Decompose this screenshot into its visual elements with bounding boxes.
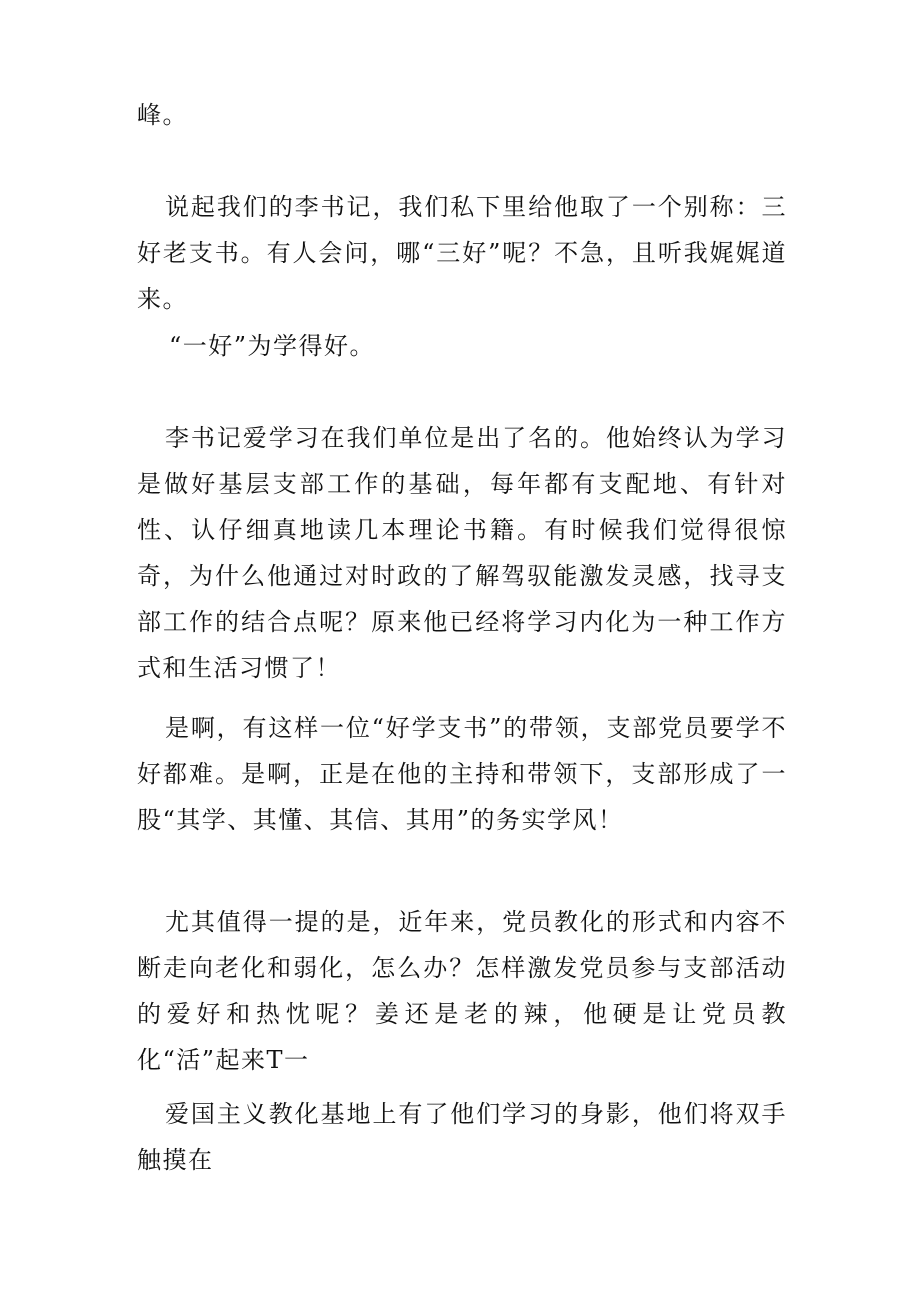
paragraph-continuation: 峰。 (137, 101, 188, 129)
paragraph-patriotic-base: 爱国主义教化基地上有了他们学习的身影，他们将双手触摸在 (137, 1100, 787, 1174)
paragraph-study-habit: 李书记爱学习在我们单位是出了名的。他始终认为学习是做好基层支部工作的基础，每年都有支配地、有针对性、认仔细真地读几本理论书籍。有时候我们觉得很惊奇，为什么他通过对时政的了解驾驭能激发灵感，找寻支部工作的结合点呢？原来他已经将学习内化为一种工作方式和生活习惯了！ (137, 424, 787, 682)
section-heading-first-good: “一好”为学得好。 (169, 332, 376, 360)
paragraph-education-reform: 尤其值得一提的是，近年来，党员教化的形式和内容不断走向老化和弱化，怎么办？怎样激发党员参与支部活动的爱好和热忱呢？姜还是老的辣，他硬是让党员教化“活”起来T一 (137, 908, 787, 1074)
paragraph-study-style: 是啊，有这样一位“好学支书”的带领，支部党员要学不好都难。是啊，正是在他的主持和带领下，支部形成了一股“其学、其懂、其信、其用”的务实学风！ (137, 714, 787, 834)
paragraph-nickname-intro: 说起我们的李书记，我们私下里给他取了一个别称：三好老支书。有人会问，哪“三好”呢？不急，且听我娓娓道来。 (137, 193, 787, 313)
